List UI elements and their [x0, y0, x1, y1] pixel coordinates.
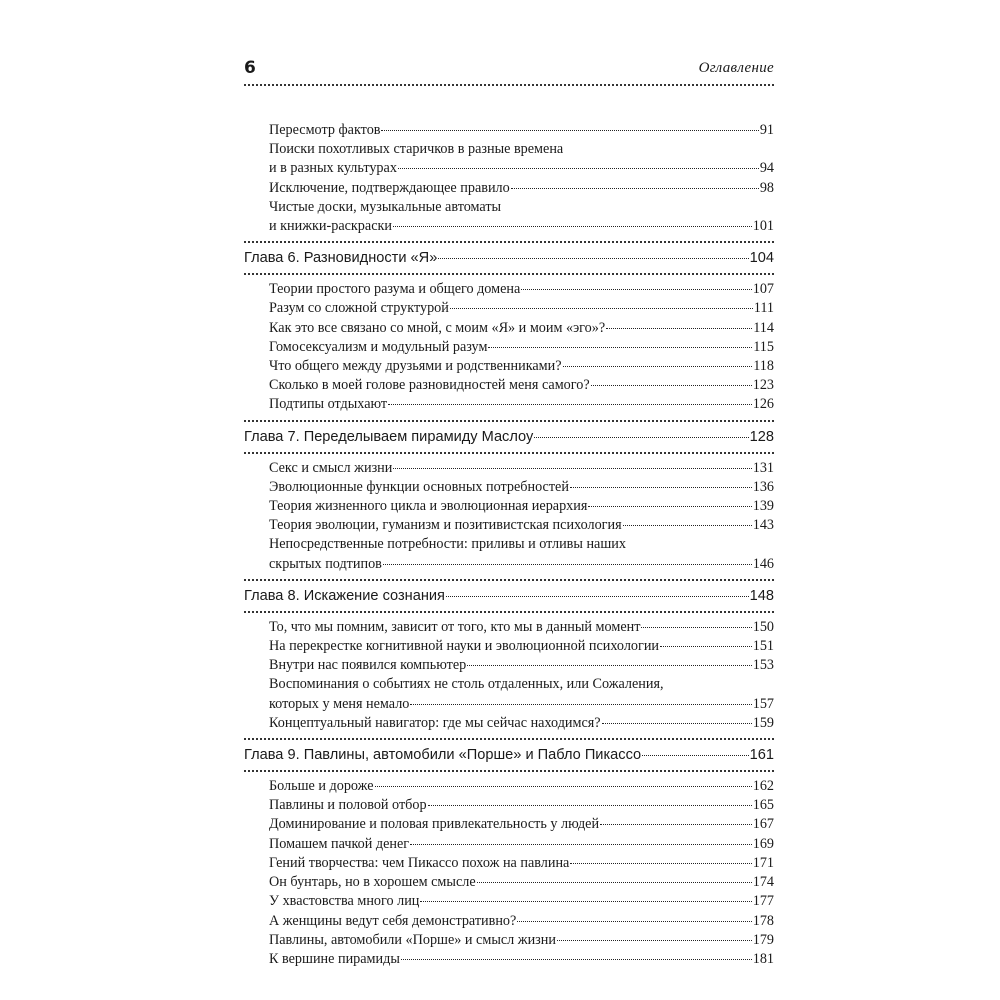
dot-leader	[570, 863, 751, 864]
dot-leader	[467, 665, 752, 666]
toc-entry-title: которых у меня немало	[269, 695, 410, 712]
dot-leader	[393, 468, 751, 469]
dot-leader	[563, 366, 753, 367]
toc-entry[interactable]	[269, 280, 774, 299]
toc-entry[interactable]	[269, 618, 774, 637]
toc-entry[interactable]	[269, 950, 774, 969]
toc-entry-title: Теория жизненного цикла и эволюционная иерархия	[269, 498, 588, 515]
toc-chapter[interactable]	[244, 745, 774, 765]
toc-entry-title: Гомосексуализм и модульный разум	[269, 338, 488, 355]
dot-leader	[446, 596, 749, 597]
dot-leader	[477, 882, 752, 883]
toc-entry-title: Он бунтарь, но в хорошем смысле	[269, 874, 476, 891]
toc-entry[interactable]	[269, 931, 774, 950]
toc-entry-title: А женщины ведут себя демонстративно?	[269, 912, 517, 929]
dot-leader	[591, 385, 752, 386]
toc-entry[interactable]	[269, 478, 774, 497]
toc-entry-page: 159	[752, 714, 774, 731]
toc-entry[interactable]	[269, 121, 774, 140]
toc-entry-page: 179	[752, 931, 774, 948]
toc-entry-title: Исключение, подтверждающее правило	[269, 179, 510, 196]
dot-leader	[488, 347, 752, 348]
toc-entry-title: Что общего между друзьями и родственниками?	[269, 358, 562, 375]
chapter-page: 128	[749, 428, 774, 445]
toc-entry[interactable]	[269, 376, 774, 395]
toc-entry-title: и книжки-раскраски	[269, 218, 392, 235]
toc-entry-page: 101	[752, 218, 774, 235]
dot-leader	[410, 704, 751, 705]
toc-entry[interactable]	[269, 675, 774, 713]
toc-entry[interactable]	[269, 835, 774, 854]
chapter-title: Глава 6. Разновидности «Я»	[244, 250, 438, 267]
dot-leader	[606, 328, 752, 329]
toc-entry-title: У хвастовства много лиц	[269, 893, 420, 910]
toc-entry-page: 169	[752, 835, 774, 852]
toc-entry-page: 153	[752, 657, 774, 674]
toc-entry[interactable]	[269, 338, 774, 357]
toc-entry[interactable]	[269, 892, 774, 911]
section-divider	[244, 738, 774, 740]
toc-entry-title: Павлины и половой отбор	[269, 797, 427, 814]
toc-entry[interactable]	[269, 140, 774, 178]
toc-entry-page: 151	[752, 638, 774, 655]
chapter-page: 148	[749, 587, 774, 604]
dot-leader	[588, 506, 751, 507]
dot-leader	[398, 168, 759, 169]
toc-entry-title: То, что мы помним, зависит от того, кто мы в данный момент	[269, 618, 641, 635]
toc-entry-page: 126	[752, 396, 774, 413]
toc-entry-page: 165	[752, 797, 774, 814]
chapter-title: Глава 7. Переделываем пирамиду Маслоу	[244, 428, 534, 445]
toc-entry-page: 174	[752, 874, 774, 891]
toc-entry-title: Гений творчества: чем Пикассо похож на павлина	[269, 854, 570, 871]
toc-entry[interactable]	[269, 516, 774, 535]
dot-leader	[660, 646, 752, 647]
toc-entry-page: 114	[753, 319, 774, 336]
toc-entry-page: 171	[752, 854, 774, 871]
toc-entry[interactable]	[269, 198, 774, 236]
toc-entry[interactable]	[269, 854, 774, 873]
dot-leader	[602, 723, 752, 724]
toc-entry-title-line1: Поиски похотливых старичков в разные времена	[269, 141, 564, 158]
toc-entry-title-line1: Непосредственные потребности: приливы и отливы наших	[269, 536, 626, 553]
toc-entry[interactable]	[269, 714, 774, 733]
toc-entry-page: 107	[752, 281, 774, 298]
page-number: 6	[244, 58, 256, 78]
dot-leader	[557, 940, 752, 941]
dot-leader	[521, 289, 751, 290]
toc-chapter[interactable]	[244, 427, 774, 447]
toc-entry-page: 181	[752, 950, 774, 967]
toc-entry[interactable]	[269, 357, 774, 376]
toc-entry-page: 94	[759, 160, 774, 177]
toc-entry[interactable]	[269, 179, 774, 198]
toc-entry[interactable]	[269, 796, 774, 815]
chapter-page: 104	[749, 250, 774, 267]
dot-leader	[534, 437, 748, 438]
dot-leader	[388, 404, 752, 405]
dot-leader	[375, 786, 752, 787]
toc-entry-page: 98	[759, 179, 774, 196]
chapter-page: 161	[749, 747, 774, 764]
table-of-contents	[244, 121, 774, 969]
toc-entry[interactable]	[269, 319, 774, 338]
toc-entry[interactable]	[269, 637, 774, 656]
toc-entry-title: На перекрестке когнитивной науки и эволюционной психологии	[269, 638, 660, 655]
toc-entry-page: 118	[753, 358, 774, 375]
toc-entry[interactable]	[269, 656, 774, 675]
section-divider	[244, 273, 774, 275]
chapter-title: Глава 8. Искажение сознания	[244, 587, 445, 604]
section-divider	[244, 452, 774, 454]
toc-entry[interactable]	[269, 873, 774, 892]
toc-entry-title: и в разных культурах	[269, 160, 397, 177]
toc-entry-page: 139	[752, 498, 774, 515]
toc-entry-page: 91	[759, 122, 774, 138]
toc-entry-title: Эволюционные функции основных потребностей	[269, 478, 569, 495]
toc-entry-page: 162	[752, 778, 774, 795]
toc-entry-page: 136	[752, 478, 774, 495]
toc-entry-page: 146	[752, 555, 774, 572]
dot-leader	[600, 824, 752, 825]
toc-chapter[interactable]	[244, 248, 774, 268]
toc-entry-title: Помашем пачкой денег	[269, 835, 410, 852]
toc-entry-title: Павлины, автомобили «Порше» и смысл жизни	[269, 931, 556, 948]
running-title: Оглавление	[698, 60, 774, 76]
toc-entry-page: 177	[752, 893, 774, 910]
toc-chapter[interactable]	[244, 586, 774, 606]
toc-entry-title-line1: Чистые доски, музыкальные автоматы	[269, 198, 502, 215]
toc-entry-title-line1: Воспоминания о событиях не столь отдаленных, или Сожаления,	[269, 676, 664, 693]
toc-entry[interactable]	[269, 777, 774, 796]
toc-entry-page: 143	[752, 517, 774, 534]
toc-entry-page: 111	[753, 300, 774, 317]
toc-entry-title: Подтипы отдыхают	[269, 396, 388, 413]
section-divider	[244, 579, 774, 581]
toc-entry[interactable]	[269, 535, 774, 573]
toc-entry-title: Теории простого разума и общего домена	[269, 281, 521, 298]
toc-entry-page: 131	[752, 459, 774, 476]
toc-entry[interactable]	[269, 912, 774, 931]
dot-leader	[623, 525, 752, 526]
toc-entry-page: 178	[752, 912, 774, 929]
dot-leader	[393, 226, 752, 227]
toc-entry-page: 115	[753, 338, 774, 355]
dot-leader	[450, 308, 753, 309]
section-divider	[244, 770, 774, 772]
dot-leader	[420, 901, 751, 902]
dot-leader	[570, 487, 752, 488]
toc-entry-page: 157	[752, 695, 774, 712]
toc-entry-page: 167	[752, 816, 774, 833]
toc-entry[interactable]	[269, 497, 774, 516]
dot-leader	[641, 627, 751, 628]
dot-leader	[383, 564, 752, 565]
toc-entry-title: Пересмотр фактов	[269, 122, 381, 138]
dot-leader	[401, 959, 752, 960]
toc-entry-title: К вершине пирамиды	[269, 950, 400, 967]
dot-leader	[381, 130, 758, 131]
page-header	[244, 58, 774, 86]
toc-entry[interactable]	[269, 459, 774, 478]
toc-entry-title: Как это все связано со мной, с моим «Я» и моим «эго»?	[269, 319, 606, 336]
toc-entry[interactable]	[269, 815, 774, 834]
dot-leader	[642, 755, 748, 756]
toc-entry-title: Концептуальный навигатор: где мы сейчас находимся?	[269, 714, 601, 731]
section-divider	[244, 420, 774, 422]
toc-entry-title: Сколько в моей голове разновидностей меня самого?	[269, 377, 590, 394]
toc-entry-page: 123	[752, 377, 774, 394]
toc-entry-title: Внутри нас появился компьютер	[269, 657, 467, 674]
toc-entry-title: Секс и смысл жизни	[269, 459, 393, 476]
chapter-title: Глава 9. Павлины, автомобили «Порше» и Пабло Пикассо	[244, 747, 642, 764]
dot-leader	[438, 258, 748, 259]
toc-entry-title: Разум со сложной структурой	[269, 300, 449, 317]
section-divider	[244, 611, 774, 613]
dot-leader	[511, 188, 759, 189]
toc-entry-title: Теория эволюции, гуманизм и позитивистская психология	[269, 517, 622, 534]
toc-entry[interactable]	[269, 299, 774, 318]
toc-entry-title: Больше и дороже	[269, 778, 374, 795]
toc-entry-title: Доминирование и половая привлекательность у людей	[269, 816, 600, 833]
dot-leader	[410, 844, 752, 845]
dot-leader	[428, 805, 752, 806]
toc-entry[interactable]	[269, 395, 774, 414]
toc-entry-page: 150	[752, 618, 774, 635]
section-divider	[244, 241, 774, 243]
dot-leader	[517, 921, 751, 922]
toc-entry-title: скрытых подтипов	[269, 555, 382, 572]
